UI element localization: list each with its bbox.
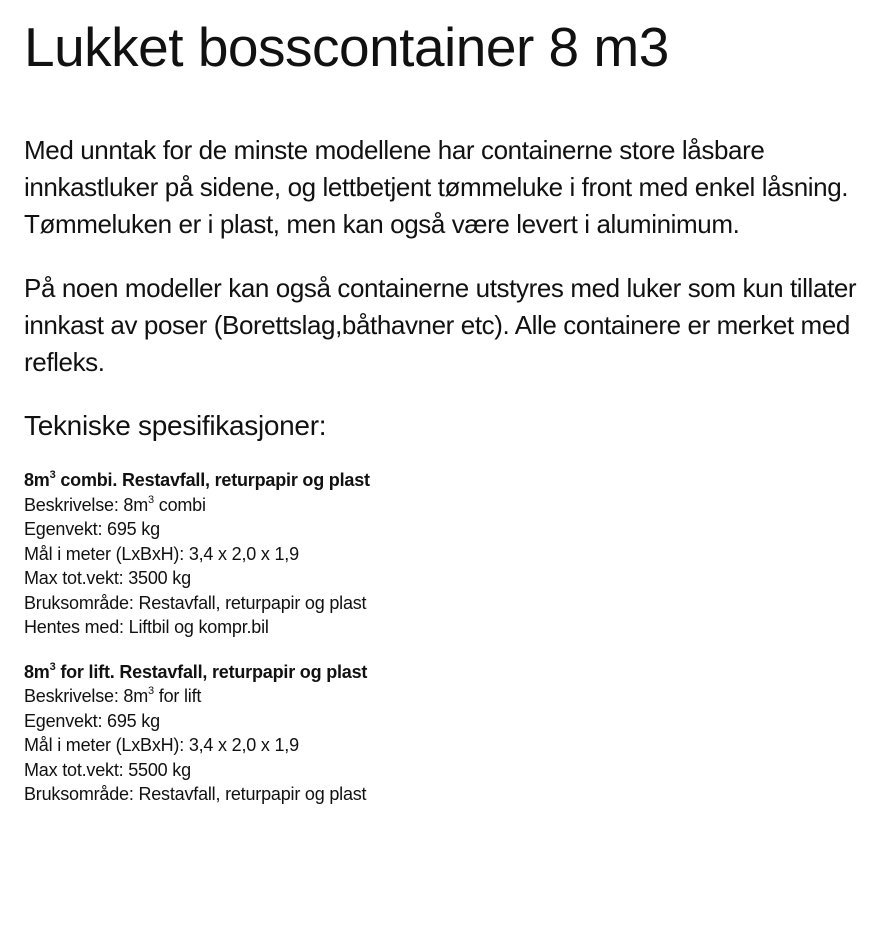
spec-title-suffix: combi. Restavfall, returpapir og plast <box>55 470 370 490</box>
intro-paragraph-2: På noen modeller kan også containerne utstyres med luker som kun tillater innkast av poser (Borettslag,båthavner etc). Alle containere er merket med refleks. <box>24 273 857 377</box>
intro-paragraph-1: Med unntak for de minste modellene har containerne store låsbare innkastluker på sidene, og lettbetjent tømmeluke i front med enkel låsning. Tømmeluken er i plast, men kan også være levert i aluminimum. <box>24 135 849 239</box>
spec-dimensions: Mål i meter (LxBxH): 3,4 x 2,0 x 1,9 <box>24 735 299 755</box>
spec-title-prefix: 8m <box>24 661 50 682</box>
spec-dimensions: Mål i meter (LxBxH): 3,4 x 2,0 x 1,9 <box>24 543 299 564</box>
beskrivelse-suffix: for lift <box>153 686 202 706</box>
page-title: Lukket bosscontainer 8 m3 <box>24 16 669 78</box>
superscript: 3 <box>148 493 154 506</box>
spec-title <box>24 468 882 493</box>
specs-list <box>24 468 882 807</box>
superscript: 3 <box>49 469 56 481</box>
spec-beskrivelse <box>24 493 882 518</box>
spec-max-weight: Max tot.vekt: 5500 kg <box>24 759 191 780</box>
spec-pickup: Hentes med: Liftbil og kompr.bil <box>24 617 269 637</box>
spec-title-prefix: 8m <box>24 470 50 490</box>
spec-title-suffix: for lift. Restavfall, returpapir og plast <box>55 661 368 682</box>
spec-title <box>24 660 882 685</box>
spec-egenvekt: Egenvekt: 695 kg <box>24 519 160 539</box>
spec-max-weight: Max tot.vekt: 3500 kg <box>24 568 191 588</box>
beskrivelse-suffix: combi <box>153 494 206 515</box>
spec-egenvekt: Egenvekt: 695 kg <box>24 710 160 731</box>
spec-beskrivelse <box>24 684 882 709</box>
spec-block-combi <box>24 468 882 640</box>
spec-usage: Bruksområde: Restavfall, returpapir og plast <box>24 784 367 804</box>
spec-block-lift <box>24 660 882 807</box>
beskrivelse-prefix: Beskrivelse: 8m <box>24 686 149 706</box>
superscript: 3 <box>49 660 56 673</box>
specs-heading: Tekniske spesifikasjoner: <box>24 410 327 441</box>
spec-usage: Bruksområde: Restavfall, returpapir og plast <box>24 592 367 613</box>
beskrivelse-prefix: Beskrivelse: 8m <box>24 494 149 515</box>
superscript: 3 <box>148 685 154 697</box>
intro-section <box>24 132 882 381</box>
